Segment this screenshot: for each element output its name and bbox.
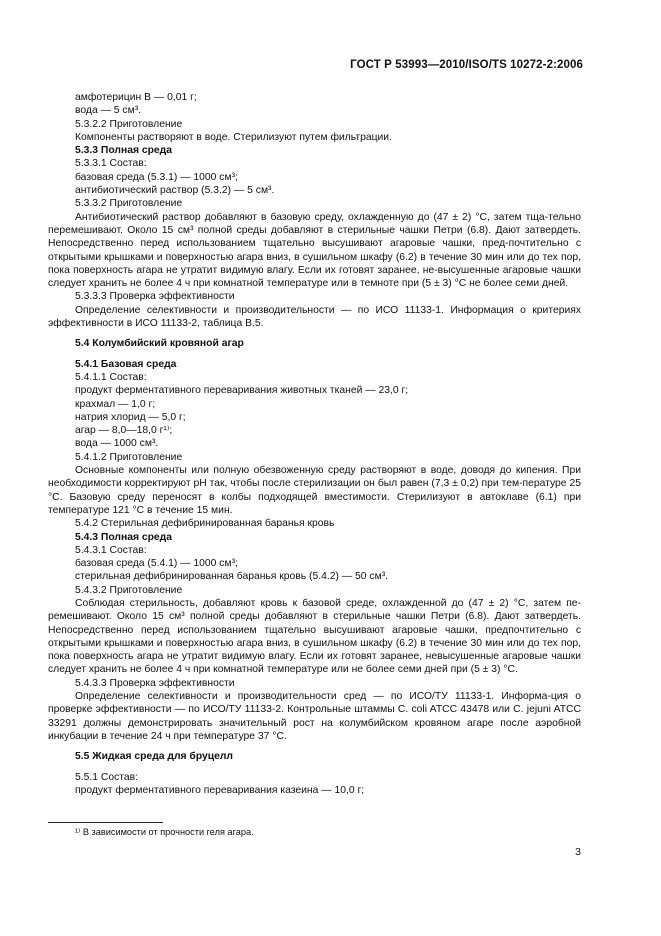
text-line: 5.3.3.2 Приготовление (75, 198, 183, 210)
text-line: 5.4.3.2 Приготовление (75, 584, 183, 596)
standard-header: ГОСТ Р 53993—2010/ISO/TS 10272-2:2006 (350, 59, 583, 71)
section-heading: 5.4.3 Полная среда (75, 531, 172, 543)
text-line: 5.3.2.2 Приготовление (75, 118, 183, 130)
body-text (48, 91, 581, 797)
text-line: базовая среда (5.4.1) — 1000 см³; (75, 558, 238, 570)
text-line: амфотерицин В — 0,01 г; (75, 92, 197, 103)
page-number: 3 (575, 846, 581, 858)
text-line: 5.4.1.1 Состав: (75, 371, 147, 383)
paragraph: Антибиотический раствор добавляют в базовую среду, охлажденную до (47 ± 2) °С, затем тща-тельно перемешивают. Около 15 см³ полной среды добавляют в стерильные чашки Петри (6.8). Дают затвердеть. Непосредственно перед использованием тщательно высушивают агаровые чашки, пред-почтительно с открытыми крышками и поверхностью агара вниз, в сушильном шкафу (6.2) в течение 30 мин или до тех пор, пока поверхность агара не утратит видимую влагу. Если их готовят заранее, не-высушенные агаровые чашки следует хранить не более 4 ч при комнатной температуре или в темноте при (5 ± 3) °С не более семи дней. (48, 211, 581, 290)
text-line: вода — 5 см³. (75, 105, 142, 117)
text-line: 5.4.1.2 Приготовление (75, 451, 183, 463)
section-spacer (48, 330, 581, 337)
section-spacer (48, 351, 581, 358)
text-line: 5.3.3.3 Проверка эффективности (75, 291, 235, 303)
text-line: 5.4.2 Стерильная дефибринированная баранья кровь (75, 518, 335, 530)
text-line: стерильная дефибринированная баранья кровь (5.4.2) — 50 см³. (75, 571, 389, 583)
paragraph: Основные компоненты или полную обезвоженную среду растворяют в воде, доводя до кипения. При необходимости корректируют рН так, чтобы после стерилизации он был равен (7,3 ± 0,2) при тем-пературе 25 °С. Базовую среду переносят в колбы подходящей вместимости. Стерилизуют в автоклаве (6.1) при температуре 121 °С в течение 15 мин. (48, 465, 581, 516)
text-line: натрия хлорид — 5,0 г; (75, 411, 186, 423)
section-heading: 5.3.3 Полная среда (75, 145, 172, 157)
text-line: крахмал — 1,0 г; (75, 398, 156, 410)
text-line: 5.3.3.1 Состав: (75, 158, 147, 170)
text-line: 5.4.3.1 Состав: (75, 544, 147, 556)
text-line: 5.5.1 Состав: (75, 771, 139, 783)
paragraph: Определение селективности и производительности — по ИСО 11133-1. Информация о критериях эффективности в ИСО 11133-2, таблица В.5. (48, 304, 581, 330)
text-line: 5.4.3.3 Проверка эффективности (75, 677, 235, 689)
text-line: агар — 8,0—18,0 г¹⁾; (75, 425, 173, 437)
text-line: продукт ферментативного переваривания животных тканей — 23,0 г; (75, 385, 409, 397)
text-line: антибиотический раствор (5.3.2) — 5 см³. (75, 185, 275, 197)
footnote-divider (48, 822, 163, 823)
footnote: ¹⁾ В зависимости от прочности геля агара. (75, 827, 254, 837)
section-spacer (48, 743, 581, 750)
paragraph: Определение селективности и производительности сред — по ИСО/ТУ 11133-1. Информа-ция о проверке эффективности — по ИСО/ТУ 11133-2. Контрольные штаммы C. coli ATCC 43478 или C. jejuni ATCC 33291 должны демонстрировать значительный рост на колумбийском кровяном агаре после аэробной инкубации в течение 24 ч при температуре 37 °С. (48, 691, 581, 742)
section-heading: 5.4.1 Базовая среда (75, 358, 177, 370)
section-heading: 5.4 Колумбийский кровяной агар (75, 338, 244, 350)
text-line: вода — 1000 см³. (75, 438, 159, 450)
paragraph: Соблюдая стерильность, добавляют кровь к базовой среде, охлажденной до (47 ± 2) °С, затем пе-ремешивают. Около 15 см³ полной среды добавляют в стерильные чашки Петри (6.8). Дают затвердеть. Непосредственно перед использованием тщательно высушивают агаровые чашки, предпочтительно с открытыми крышками и поверхностью агара вниз, в сушильном шкафу (6.2) в течение 30 мин или до тех пор, пока поверхность агара не утратит видимую влагу. Если их готовят заранее, невысушенные агаровые чашки следует хранить не более 4 ч при комнатной температуре или не более семи дней при (5 ± 3) °С. (48, 597, 581, 676)
text-line: продукт ферментативного переваривания казеина — 10,0 г; (75, 784, 365, 796)
section-heading: 5.5 Жидкая среда для бруцелл (75, 751, 234, 763)
text-line: базовая среда (5.3.1) — 1000 см³; (75, 171, 238, 183)
section-spacer (48, 764, 581, 771)
text-line: Компоненты растворяют в воде. Стерилизуют путем фильтрации. (75, 131, 392, 143)
